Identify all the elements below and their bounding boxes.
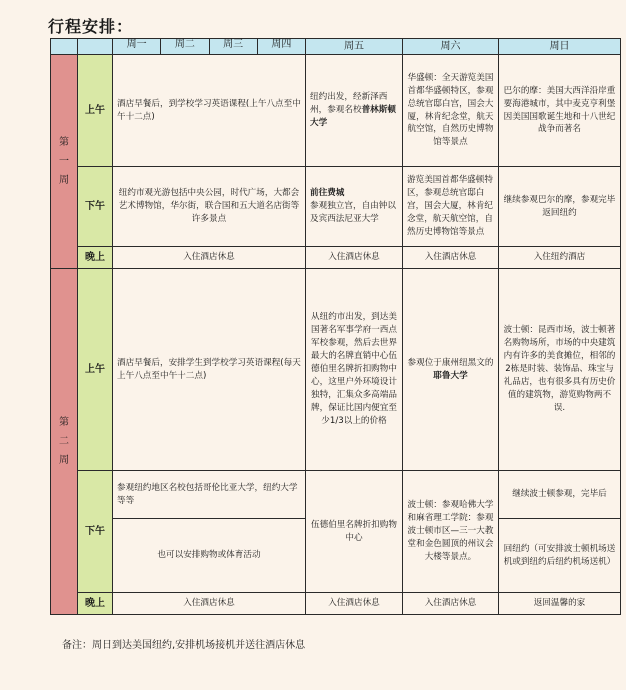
w2-evening-sun: 返回温馨的家	[499, 593, 621, 615]
slot-morning: 上午	[78, 55, 113, 167]
w1-evening-sun: 入住纽约酒店	[499, 247, 621, 269]
slot-morning-2: 上午	[78, 269, 113, 471]
w1-afternoon-mon-thu: 纽约市观光游包括中央公园，时代广场，大都会艺术博物馆，华尔街，联合国和五大道名店街等许多景点	[113, 167, 306, 247]
header-corner	[51, 39, 78, 55]
week2-evening-row	[51, 593, 621, 615]
w2-evening-sat: 入住酒店休息	[403, 593, 499, 615]
schedule-table	[50, 38, 621, 615]
w1-morning-sat: 华盛顿：全天游览美国首都华盛顿特区，参观总统官邸白宫，国会大厦，林肯纪念堂，航天航空馆，自然历史博物馆等景点	[403, 55, 499, 167]
header-fri: 周五	[306, 39, 403, 55]
w1-evening-fri: 入住酒店休息	[306, 247, 403, 269]
w2-afternoon-mon-thu-a: 参观纽约地区名校包括哥伦比亚大学，纽约大学等等	[113, 471, 306, 519]
slot-afternoon: 下午	[78, 167, 113, 247]
week2-morning-row	[51, 269, 621, 471]
w2-afternoon-mon-thu-b: 也可以安排购物或体育活动	[113, 519, 306, 593]
w1-afternoon-sun: 继续参观巴尔的摩，参观完毕返回纽约	[499, 167, 621, 247]
w1-afternoon-sat: 游览美国首都华盛顿特区，参观总统官邸白宫，国会大厦，林肯纪念堂，航天航空馆，自然历史博物馆等景点	[403, 167, 499, 247]
w1-morning-mon-thu: 酒店早餐后，到学校学习英语课程(上午八点至中午十二点)	[113, 55, 306, 167]
page-title: 行程安排：	[48, 17, 134, 36]
header-mon-thu	[113, 39, 306, 55]
w2-morning-sun: 波士顿：昆西市场，波士顿著名购物场所，市场的中央建筑内有许多的美食摊位，相邻的2栋是时装、装饰品、珠宝与礼品店，也有很多具有历史价值的建筑物，游览购物两不误.	[499, 269, 621, 471]
header-mon: 周一	[126, 39, 147, 50]
week2-label: 第二周	[51, 269, 78, 615]
w1-evening-sat: 入住酒店休息	[403, 247, 499, 269]
slot-evening-2: 晚上	[78, 593, 113, 615]
week1-label: 第一周	[51, 55, 78, 269]
slot-afternoon-2: 下午	[78, 471, 113, 593]
footnote: 备注：周日到达美国纽约,安排机场接机并送往酒店休息	[62, 640, 306, 651]
w2-morning-sat: 参观位于康州纽黑文的耶鲁大学	[403, 269, 499, 471]
w2-afternoon-sun-a: 继续波士顿参观，完毕后	[499, 471, 621, 519]
week1-morning-row	[51, 55, 621, 167]
w2-afternoon-fri: 伍德伯里名牌折扣购物中心	[306, 471, 403, 593]
header-thu: 周四	[257, 39, 305, 54]
week2-afternoon-row-a	[51, 471, 621, 519]
w1-evening-mon-thu: 入住酒店休息	[113, 247, 306, 269]
week1-evening-row	[51, 247, 621, 269]
w1-morning-fri: 纽约出发，经新泽西州，参观名校普林斯顿大学	[306, 55, 403, 167]
w2-evening-fri: 入住酒店休息	[306, 593, 403, 615]
header-wed: 周三	[209, 39, 257, 54]
header-row	[51, 39, 621, 55]
slot-evening: 晚上	[78, 247, 113, 269]
w1-afternoon-fri: 前往费城 参观独立宫，自由钟以及宾西法尼亚大学	[306, 167, 403, 247]
w2-morning-fri: 从纽约市出发，到达美国著名军事学府一西点军校参观，然后去世界最大的名牌直销中心伍德伯里名牌折扣购物中心，这里户外环境设计独特，汇集众多高端品牌，保证比国内便宜至少1/3以上的价格	[306, 269, 403, 471]
w2-evening-mon-thu: 入住酒店休息	[113, 593, 306, 615]
header-sat: 周六	[403, 39, 499, 55]
week1-afternoon-row	[51, 167, 621, 247]
header-sun: 周日	[499, 39, 621, 55]
header-tue: 周二	[160, 39, 208, 54]
w2-afternoon-sat: 波士顿：参观哈佛大学和麻省理工学院：参观波士顿市区—三一大教堂和金色圆顶的州议会大楼等景点。	[403, 471, 499, 593]
w1-morning-sun: 巴尔的摩：美国大西洋沿岸重要海港城市，其中麦克亨利堡因美国国歌诞生地和十八世纪战争而著名	[499, 55, 621, 167]
w2-morning-mon-thu: 酒店早餐后，安排学生到学校学习英语课程(每天上午八点至中午十二点)	[113, 269, 306, 471]
w2-afternoon-sun-b: 回纽约（可安排波士顿机场送机或到纽约后纽约机场送机）	[499, 519, 621, 593]
header-corner-slot	[78, 39, 113, 55]
